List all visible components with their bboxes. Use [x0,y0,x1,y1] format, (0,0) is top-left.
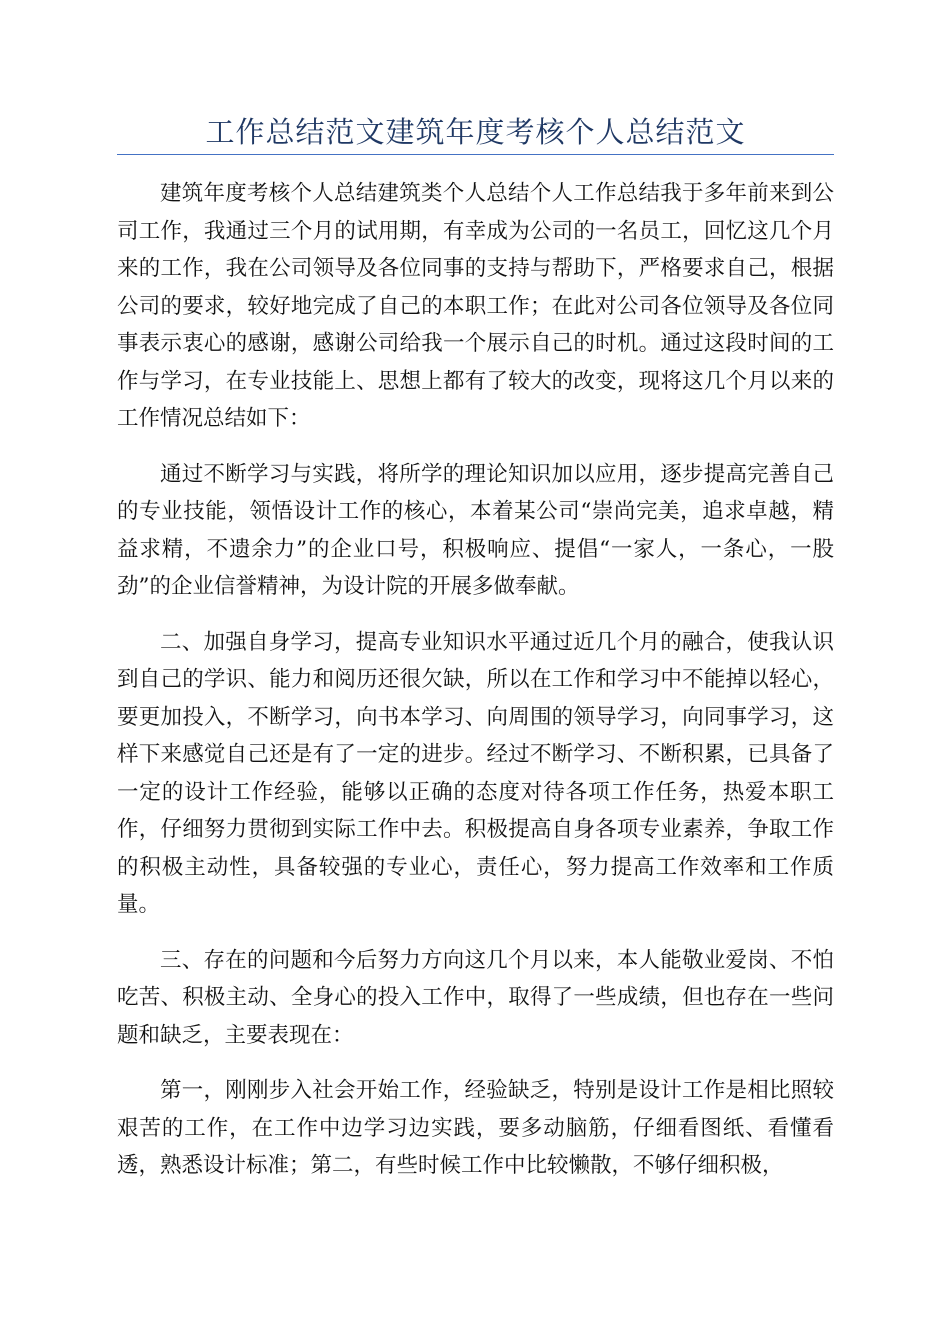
paragraph-section-two: 二、加强自身学习，提高专业知识水平通过近几个月的融合，使我认识到自己的学识、能力和阅历还很欠缺，所以在工作和学习中不能掉以轻心，要更加投入，不断学习，向书本学习、向周围的领导学习，向同事学习，这样下来感觉自己还是有了一定的进步。经过不断学习、不断积累，已具备了一定的设计工作经验，能够以正确的态度对待各项工作任务，热爱本职工作，仔细努力贯彻到实际工作中去。积极提高自身各项专业素养，争取工作的积极主动性，具备较强的专业心，责任心，努力提高工作效率和工作质量。 [117,629,834,917]
document-body [117,175,834,1203]
paragraph-study-practice: 通过不断学习与实践，将所学的理论知识加以应用，逐步提高完善自己的专业技能，领悟设计工作的核心，本着某公司“崇尚完美，追求卓越，精益求精，不遗余力”的企业口号，积极响应、提倡“一家人，一条心，一股劲”的企业信誉精神，为设计院的开展多做奉献。 [117,461,834,599]
paragraph-section-three: 三、存在的问题和今后努力方向这几个月以来，本人能敬业爱岗、不怕吃苦、积极主动、全身心的投入工作中，取得了一些成绩，但也存在一些问题和缺乏，主要表现在： [117,947,834,1048]
paragraph-intro: 建筑年度考核个人总结建筑类个人总结个人工作总结我于多年前来到公司工作，我通过三个月的试用期，有幸成为公司的一名员工，回忆这几个月来的工作，我在公司领导及各位同事的支持与帮助下，严格要求自己，根据公司的要求，较好地完成了自己的本职工作；在此对公司各位领导及各位同事表示衷心的感谢，感谢公司给我一个展示自己的时机。通过这段时间的工作与学习，在专业技能上、思想上都有了较大的改变，现将这几个月以来的工作情况总结如下： [117,181,834,431]
paragraph-first-second-points: 第一，刚刚步入社会开始工作，经验缺乏，特别是设计工作是相比照较艰苦的工作，在工作中边学习边实践，要多动脑筋，仔细看图纸、看懂看透，熟悉设计标准；第二，有些时候工作中比较懒散，不够仔细积极， [117,1078,834,1178]
document-title: 工作总结范文建筑年度考核个人总结范文 [205,115,746,149]
title-underline [117,154,834,155]
